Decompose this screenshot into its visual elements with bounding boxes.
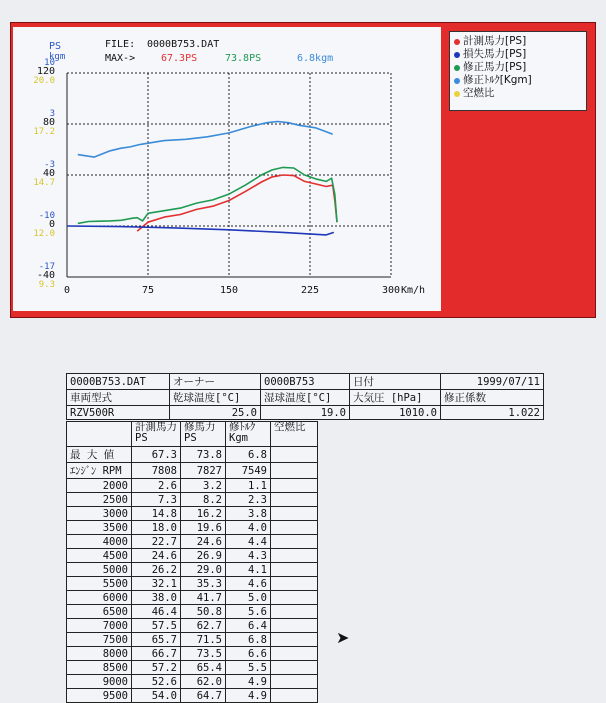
x-tick-1: 75 [141,285,155,296]
info-cell: 0000B753.DAT [67,374,170,390]
legend-item-4 [454,87,582,100]
column-header: 計測馬力 PS [132,422,181,447]
info-row [67,390,544,406]
table-cell: 65.4 [181,661,226,675]
kgm-tick-0: 10 [44,58,55,68]
table-row [67,493,318,507]
table-cell: 52.6 [132,675,181,689]
series-line-0 [137,175,337,231]
legend-item-2 [454,61,582,74]
column-header [67,422,132,447]
x-tick-4: 300 [381,285,401,296]
table-cell: 3500 [67,521,132,535]
table-cell: 9000 [67,675,132,689]
table-cell [271,521,318,535]
table-cell: 26.9 [181,549,226,563]
kgm-unit-label: kgm [49,52,66,62]
table-row [67,605,318,619]
table-cell: 3000 [67,507,132,521]
kgm-tick-3: -10 [38,211,55,221]
table-row [67,661,318,675]
table-cell: 8000 [67,647,132,661]
table-cell: 8500 [67,661,132,675]
table-cell: 14.8 [132,507,181,521]
max-value-0: 67.3PS [161,53,198,64]
table-cell: 3.2 [181,479,226,493]
max-value-2: 6.8kgm [297,53,334,64]
table-cell: 19.6 [181,521,226,535]
info-cell: 1999/07/11 [441,374,544,390]
table-cell: 65.7 [132,633,181,647]
table-cell [271,619,318,633]
table-row [67,675,318,689]
table-cell: 4.1 [226,563,271,577]
info-row [67,374,544,390]
table-cell: 6.4 [226,619,271,633]
table-cell: 4.3 [226,549,271,563]
table-cell [271,661,318,675]
ps-tick-4: -40 [36,270,55,281]
table-cell [271,647,318,661]
max-value-1: 73.8PS [225,53,262,64]
x-axis-unit: Km/h [401,285,426,296]
legend-item-1 [454,48,582,61]
table-cell [271,563,318,577]
table-cell: 73.8 [181,447,226,463]
table-cell: 4000 [67,535,132,549]
table-cell: 6.8 [226,633,271,647]
table-cell [271,633,318,647]
table-cell: 38.0 [132,591,181,605]
table-cell: 50.8 [181,605,226,619]
column-header: 修馬力 PS [181,422,226,447]
table-cell: 46.4 [132,605,181,619]
table-cell [271,605,318,619]
info-cell: 日付 [350,374,441,390]
table-cell: 71.5 [181,633,226,647]
table-cell: 62.0 [181,675,226,689]
table-cell [271,591,318,605]
info-cell: 1010.0 [350,406,441,420]
table-cell [271,479,318,493]
table-cell: 22.7 [132,535,181,549]
table-cell: 7500 [67,633,132,647]
info-cell: 湿球温度[°C] [261,390,350,406]
x-tick-0: 0 [63,285,71,296]
series-line-1 [67,226,334,235]
chart-legend [449,31,587,111]
dyno-data-table [66,421,318,703]
legend-swatch-0 [454,39,460,45]
table-cell: 7808 [132,463,181,479]
table-cell: 2000 [67,479,132,493]
table-cell: 24.6 [132,549,181,563]
table-cell: 4.4 [226,535,271,549]
x-tick-2: 150 [219,285,239,296]
table-cell [271,447,318,463]
legend-label-3: 修正ﾄﾙｸ[Kgm] [463,74,532,86]
legend-label-0: 計測馬力[PS] [463,35,527,47]
ps-tick-1: 80 [42,117,55,128]
table-cell: 5.0 [226,591,271,605]
series-line-2 [78,167,337,223]
table-cell [271,493,318,507]
table-cell [271,689,318,703]
table-cell: 16.2 [181,507,226,521]
table-cell: 24.6 [181,535,226,549]
table-cell: 5.6 [226,605,271,619]
table-cell: 7000 [67,619,132,633]
max-label: MAX-> [105,53,136,64]
afr-tick-3: 12.0 [33,229,55,239]
info-cell: オーナー [170,374,261,390]
table-cell [271,675,318,689]
legend-item-3 [454,74,582,87]
table-cell [271,507,318,521]
legend-swatch-1 [454,52,460,58]
ps-tick-2: 40 [42,168,55,179]
info-cell: 大気圧 [hPa] [350,390,441,406]
table-cell: 67.3 [132,447,181,463]
ps-tick-3: 0 [48,219,55,230]
info-row [67,406,544,420]
table-cell: 5.5 [226,661,271,675]
table-cell: 4500 [67,549,132,563]
table-row [67,577,318,591]
table-row [67,619,318,633]
dyno-chart-frame [10,22,596,318]
file-name: 0000B753.DAT [147,39,220,50]
kgm-tick-4: -17 [38,262,55,272]
info-cell: 車両型式 [67,390,170,406]
table-row [67,463,318,479]
info-cell: 0000B753 [261,374,350,390]
kgm-tick-1: 3 [49,109,55,119]
info-cell: 19.0 [261,406,350,420]
table-row [67,591,318,605]
table-cell: 3.8 [226,507,271,521]
table-cell [271,577,318,591]
column-header: 修ﾄﾙｸ Kgm [226,422,271,447]
table-cell: 29.0 [181,563,226,577]
table-cell: 18.0 [132,521,181,535]
afr-tick-2: 14.7 [33,178,55,188]
table-cell [271,463,318,479]
table-cell: 73.5 [181,647,226,661]
table-cell: 最 大 値 [67,447,132,463]
table-cell: 64.7 [181,689,226,703]
table-row [67,507,318,521]
table-cell: 5000 [67,563,132,577]
legend-swatch-3 [454,78,460,84]
column-header: 空燃比 [271,422,318,447]
dyno-chart [13,27,441,311]
table-cell: 32.1 [132,577,181,591]
table-cell: 6.8 [226,447,271,463]
table-cell: 26.2 [132,563,181,577]
table-cell: 57.5 [132,619,181,633]
table-row [67,563,318,577]
table-cell: 57.2 [132,661,181,675]
table-cell: 41.7 [181,591,226,605]
info-cell: 25.0 [170,406,261,420]
legend-label-2: 修正馬力[PS] [463,61,527,73]
series-line-3 [78,122,333,158]
legend-swatch-2 [454,65,460,71]
ps-unit-label: PS [49,41,62,52]
table-cell: ｴﾝｼﾞﾝ RPM [67,463,132,479]
table-cell: 8.2 [181,493,226,507]
table-cell: 9500 [67,689,132,703]
table-cell: 2.3 [226,493,271,507]
legend-swatch-4 [454,91,460,97]
table-cell: 4.9 [226,689,271,703]
table-cell: 6500 [67,605,132,619]
table-cell: 7827 [181,463,226,479]
afr-tick-0: 20.0 [33,76,55,86]
x-tick-3: 225 [300,285,320,296]
table-row [67,521,318,535]
table-row [67,633,318,647]
table-cell [271,535,318,549]
table-cell: 35.3 [181,577,226,591]
table-row [67,535,318,549]
table-row [67,549,318,563]
table-cell: 4.0 [226,521,271,535]
table-cell: 5500 [67,577,132,591]
table-cell: 2500 [67,493,132,507]
legend-item-0 [454,35,582,48]
table-cell: 62.7 [181,619,226,633]
table-cell [271,549,318,563]
table-row [67,479,318,493]
mouse-pointer-icon: ➤ [336,628,350,647]
afr-tick-1: 17.2 [33,127,55,137]
legend-label-1: 損失馬力[PS] [463,48,527,60]
table-cell: 66.7 [132,647,181,661]
ps-tick-0: 120 [36,66,55,77]
table-cell: 7549 [226,463,271,479]
file-label: FILE: [105,39,136,50]
table-header-row [67,422,318,447]
table-cell: 4.6 [226,577,271,591]
table-cell: 7.3 [132,493,181,507]
kgm-tick-2: -3 [44,160,55,170]
legend-label-4: 空燃比 [463,87,495,99]
table-cell: 1.1 [226,479,271,493]
table-row [67,447,318,463]
table-row [67,689,318,703]
info-cell: RZV500R [67,406,170,420]
plot-panel [13,27,441,311]
afr-tick-4: 9.3 [38,280,55,290]
table-cell: 2.6 [132,479,181,493]
table-cell: 6.6 [226,647,271,661]
table-cell: 54.0 [132,689,181,703]
info-cell: 1.022 [441,406,544,420]
info-table [66,373,544,420]
info-cell: 修正係数 [441,390,544,406]
table-row [67,647,318,661]
table-cell: 6000 [67,591,132,605]
info-cell: 乾球温度[°C] [170,390,261,406]
table-cell: 4.9 [226,675,271,689]
